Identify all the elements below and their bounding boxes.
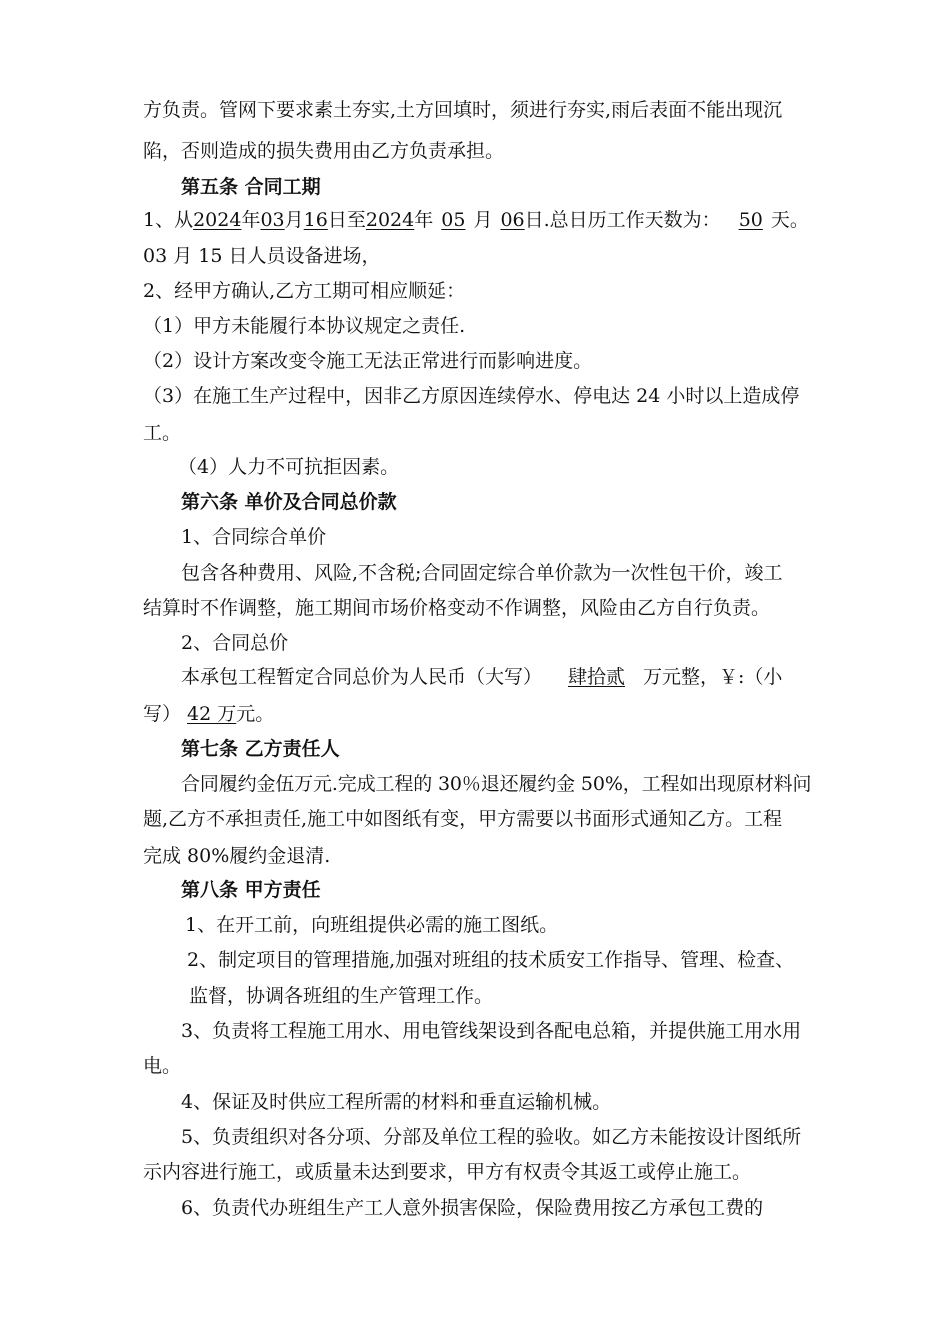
total-price-line: 本承包工程暂定合同总价为人民币（大写） 肆拾贰 万元整，￥:（小 bbox=[181, 666, 783, 688]
start-day: 16 bbox=[303, 209, 328, 231]
paragraph-line: 合同履约金伍万元.完成工程的 30％退还履约金 50%，工程如出现原材料问 bbox=[181, 773, 812, 795]
list-item: （4）人力不可抗拒因素。 bbox=[178, 456, 400, 478]
paragraph-line: 方负责。管网下要求素土夯实,土方回填时，须进行夯实,雨后表面不能出现沉 bbox=[143, 99, 783, 121]
list-item: （2）设计方案改变令施工无法正常进行而影响进度。 bbox=[143, 350, 593, 372]
total-days: 50 bbox=[738, 209, 763, 231]
list-item: 6、负责代办班组生产工人意外损害保险，保险费用按乙方承包工费的 bbox=[181, 1197, 764, 1219]
paragraph-line: 题,乙方不承担责任,施工中如图纸有变，甲方需要以书面形式通知乙方。工程 bbox=[143, 808, 783, 830]
end-month: 05 bbox=[441, 209, 466, 231]
list-item: 1、合同综合单价 bbox=[181, 526, 327, 548]
article-6-heading: 第六条 单价及合同总价款 bbox=[181, 491, 397, 513]
paragraph-line: 结算时不作调整，施工期间市场价格变动不作调整，风险由乙方自行负责。 bbox=[143, 597, 771, 619]
list-item: 4、保证及时供应工程所需的材料和垂直运输机械。 bbox=[181, 1091, 612, 1113]
paragraph-line: 工。 bbox=[143, 422, 182, 444]
list-item: 2、合同总价 bbox=[181, 632, 289, 654]
paragraph-line: 监督，协调各班组的生产管理工作。 bbox=[189, 985, 494, 1007]
article-7-heading: 第七条 乙方责任人 bbox=[181, 738, 340, 760]
paragraph-line: 完成 80%履约金退清. bbox=[143, 845, 331, 867]
amount-in-words: 肆拾贰 bbox=[568, 666, 626, 688]
list-item: 1、在开工前，向班组提供必需的施工图纸。 bbox=[185, 914, 559, 936]
list-item: （3）在施工生产过程中，因非乙方原因连续停水、停电达 24 小时以上造成停 bbox=[143, 385, 800, 407]
paragraph-line: 03 月 15 日人员设备进场， bbox=[143, 245, 381, 267]
end-year: 2024 bbox=[365, 209, 415, 231]
list-item: 3、负责将工程施工用水、用电管线架设到各配电总箱，并提供施工用水用 bbox=[181, 1020, 802, 1042]
paragraph-line: 包含各种费用、风险,不含税;合同固定综合单价款为一次性包干价，竣工 bbox=[181, 562, 783, 584]
list-item: （1）甲方未能履行本协议规定之责任. bbox=[143, 315, 466, 337]
amount-in-figures: 42 万 bbox=[187, 703, 237, 725]
paragraph-line: 示内容进行施工，或质量未达到要求，甲方有权责令其返工或停止施工。 bbox=[143, 1161, 752, 1183]
article-8-heading: 第八条 甲方责任 bbox=[181, 879, 321, 901]
start-month: 03 bbox=[260, 209, 285, 231]
paragraph-line: 电。 bbox=[143, 1055, 182, 1077]
list-item: 2、制定项目的管理措施,加强对班组的技术质安工作指导、管理、检查、 bbox=[187, 949, 795, 971]
end-day: 06 bbox=[500, 209, 525, 231]
list-item: 2、经甲方确认,乙方工期可相应顺延： bbox=[143, 280, 466, 302]
paragraph-line: 陷，否则造成的损失费用由乙方负责承担。 bbox=[143, 140, 505, 162]
total-price-line: 写） 42 万元。 bbox=[143, 703, 275, 725]
article-5-heading: 第五条 合同工期 bbox=[181, 176, 321, 198]
list-item: 5、负责组织对各分项、分部及单位工程的验收。如乙方未能按设计图纸所 bbox=[181, 1126, 802, 1148]
schedule-line: 1、从2024年03月16日至2024年 05 月 06日.总日历工作天数为： 50 天。 bbox=[143, 209, 809, 231]
start-year: 2024 bbox=[193, 209, 242, 231]
